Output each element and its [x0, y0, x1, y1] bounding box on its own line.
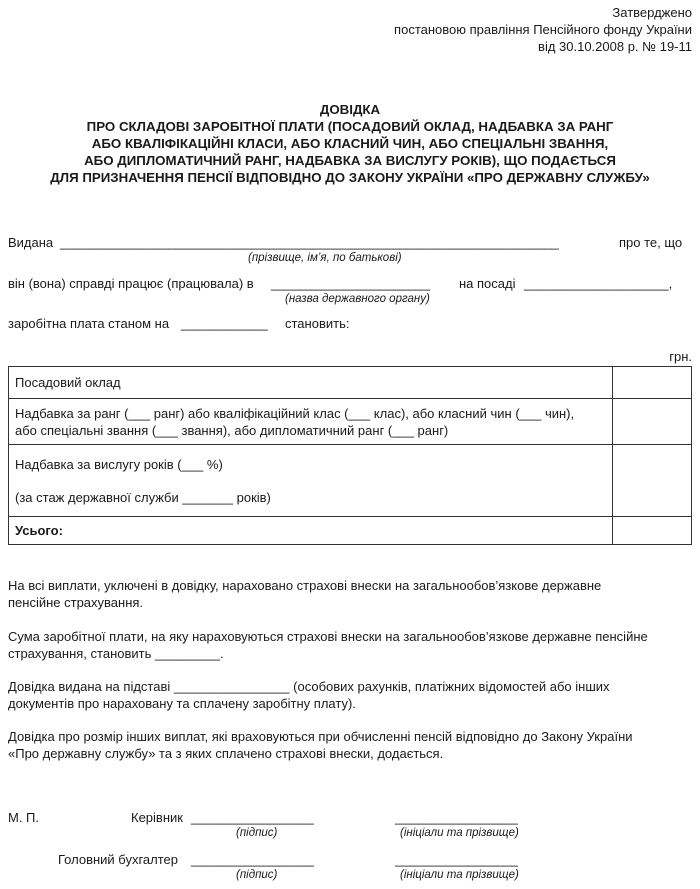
position-label: на посаді	[459, 276, 516, 291]
issued-name-line[interactable]: _____________________________________________________________________	[60, 235, 559, 250]
salary-table	[8, 366, 692, 545]
organ-hint: (назва державного органу)	[285, 293, 430, 305]
seniority-bonus-label	[9, 445, 613, 517]
table-row	[9, 517, 692, 545]
paragraph-contributions	[8, 577, 692, 611]
approval-line-1: Затверджено	[612, 5, 692, 20]
head-signature-hint: (підпис)	[236, 827, 278, 839]
paragraph-line: Сума заробітної плати, на яку нараховуються страхові внески на загальнообов’язкове державне пенсійне	[8, 629, 648, 644]
head-label: Керівник	[131, 810, 183, 825]
total-value[interactable]	[613, 517, 692, 545]
accountant-name-hint: (ініціали та прізвище)	[400, 869, 519, 881]
accountant-name-line[interactable]: _________________	[395, 852, 518, 867]
position-line[interactable]: ____________________,	[524, 276, 673, 291]
title-line-2: ПРО СКЛАДОВІ ЗАРОБІТНОЇ ПЛАТИ (ПОСАДОВИЙ ОКЛАД, НАДБАВКА ЗА РАНГ	[86, 119, 614, 134]
accountant-signature-line[interactable]: _________________	[191, 852, 314, 867]
base-salary-label: Посадовий оклад	[9, 367, 613, 399]
head-signature-line[interactable]: _________________	[191, 810, 314, 825]
paragraph-line: Довідка про розмір інших виплат, які враховуються при обчисленні пенсій відповідно до Закону України	[8, 729, 633, 744]
issued-label: Видана	[8, 235, 54, 250]
paragraph-other-payments	[8, 728, 692, 762]
title-line-3: АБО КВАЛІФІКАЦІЙНІ КЛАСИ, АБО КЛАСНИЙ ЧИН, АБО СПЕЦІАЛЬНІ ЗВАННЯ,	[91, 136, 609, 151]
issued-hint: (прізвище, ім’я, по батькові)	[248, 252, 402, 264]
total-label: Усього:	[9, 517, 613, 545]
salary-date-line[interactable]: ____________	[181, 316, 268, 331]
rank-bonus-value[interactable]	[613, 399, 692, 445]
base-salary-value[interactable]	[613, 367, 692, 399]
table-row	[9, 367, 692, 399]
title-line-5: ДЛЯ ПРИЗНАЧЕННЯ ПЕНСІЇ ВІДПОВІДНО ДО ЗАКОНУ УКРАЇНИ «ПРО ДЕРЖАВНУ СЛУЖБУ»	[50, 170, 650, 185]
works-label: він (вона) справді працює (працювала) в	[8, 276, 254, 291]
head-name-line[interactable]: _________________	[395, 810, 518, 825]
stamp-label: М. П.	[8, 810, 40, 825]
title-line-1: ДОВІДКА	[319, 102, 381, 117]
currency-label: грн.	[669, 349, 692, 364]
table-row	[9, 445, 692, 517]
rank-bonus-line-1: Надбавка за ранг (___ ранг) або кваліфікаційний клас (___ клас), або класний чин (___ чин),	[15, 406, 575, 421]
rank-bonus-label	[9, 399, 613, 445]
seniority-bonus-line-1: Надбавка за вислугу років (___ %)	[15, 457, 223, 472]
table-row	[9, 399, 692, 445]
paragraph-salary-sum	[8, 628, 692, 662]
issued-suffix: про те, що	[619, 235, 683, 250]
paragraph-line: На всі виплати, уключені в довідку, нараховано страхові внески на загальнообов’язкове державне	[8, 578, 602, 593]
seniority-bonus-line-2: (за стаж державної служби _______ років)	[15, 490, 271, 505]
salary-label: заробітна плата станом на	[8, 316, 170, 331]
organ-line[interactable]: ______________________	[271, 276, 431, 291]
approval-line-2: постановою правління Пенсійного фонду України	[394, 22, 692, 37]
paragraph-line: Довідка видана на підставі ________________ (особових рахунків, платіжних відомостей або інших	[8, 679, 610, 694]
approval-block	[394, 4, 692, 55]
head-name-hint: (ініціали та прізвище)	[400, 827, 519, 839]
seniority-bonus-value[interactable]	[613, 445, 692, 517]
accountant-label: Головний бухгалтер	[58, 852, 178, 867]
accountant-signature-hint: (підпис)	[236, 869, 278, 881]
salary-suffix: становить:	[285, 316, 350, 331]
document-title	[0, 101, 700, 186]
approval-line-3: від 30.10.2008 р. № 19-11	[538, 39, 692, 54]
paragraph-basis	[8, 678, 692, 712]
paragraph-line: пенсійне страхування.	[8, 595, 144, 610]
paragraph-line: «Про державну службу» та з яких сплачено страхові внески, додається.	[8, 746, 444, 761]
paragraph-line: документів про нараховану та сплачену заробітну плату).	[8, 696, 356, 711]
paragraph-line: страхування, становить _________.	[8, 646, 224, 661]
title-line-4: АБО ДИПЛОМАТИЧНИЙ РАНГ, НАДБАВКА ЗА ВИСЛУГУ РОКІВ), ЩО ПОДАЄТЬСЯ	[84, 153, 616, 168]
rank-bonus-line-2: або спеціальні звання (___ звання), або дипломатичний ранг (___ ранг)	[15, 423, 449, 438]
